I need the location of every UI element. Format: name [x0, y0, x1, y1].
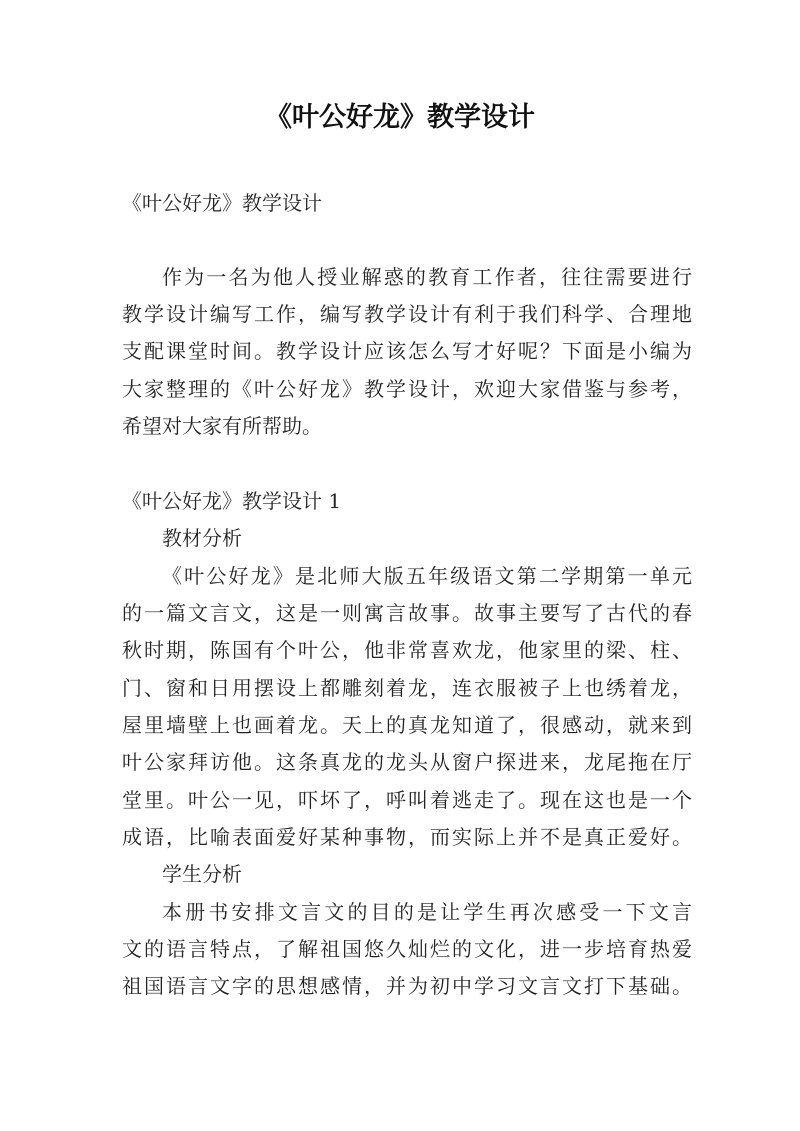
- student-line: 文的语言特点，了解祖国悠久灿烂的文化，进一步培育热爱: [122, 937, 692, 961]
- material-line: 的一篇文言文，这是一则寓言故事。故事主要写了古代的春: [122, 601, 692, 625]
- section-heading: 《叶公好龙》教学设计 1: [122, 489, 342, 513]
- material-line: 《叶公好龙》是北师大版五年级语文第二学期第一单元: [162, 564, 692, 588]
- document-title: 《叶公好龙》教学设计: [265, 102, 535, 133]
- intro-line: 大家整理的《叶公好龙》教学设计，欢迎大家借鉴与参考，: [122, 377, 692, 401]
- material-line: 门、窗和日用摆设上都雕刻着龙，连衣服被子上也绣着龙，: [122, 676, 692, 700]
- material-line: 成语，比喻表面爱好某种事物，而实际上并不是真正爱好。: [122, 825, 692, 849]
- material-line: 秋时期，陈国有个叶公，他非常喜欢龙，他家里的梁、柱、: [122, 638, 692, 662]
- student-line: 祖国语言文字的思想感情，并为初中学习文言文打下基础。: [122, 974, 692, 998]
- student-line: 本册书安排文言文的目的是让学生再次感受一下文言: [162, 900, 692, 924]
- intro-line: 希望对大家有所帮助。: [122, 414, 322, 438]
- material-line: 叶公家拜访他。这条真龙的龙头从窗户探进来，龙尾拖在厅: [122, 750, 692, 774]
- intro-line: 教学设计编写工作，编写教学设计有利于我们科学、合理地: [122, 302, 692, 326]
- document-subtitle: 《叶公好龙》教学设计: [122, 191, 322, 215]
- material-line: 屋里墙壁上也画着龙。天上的真龙知道了，很感动，就来到: [122, 713, 692, 737]
- intro-line: 支配课堂时间。教学设计应该怎么写才好呢？下面是小编为: [122, 339, 692, 363]
- intro-line: 作为一名为他人授业解惑的教育工作者，往往需要进行: [162, 265, 692, 289]
- student-heading: 学生分析: [162, 862, 242, 886]
- material-heading: 教材分析: [162, 526, 242, 550]
- material-line: 堂里。叶公一见，吓坏了，呼叫着逃走了。现在这也是一个: [122, 788, 692, 812]
